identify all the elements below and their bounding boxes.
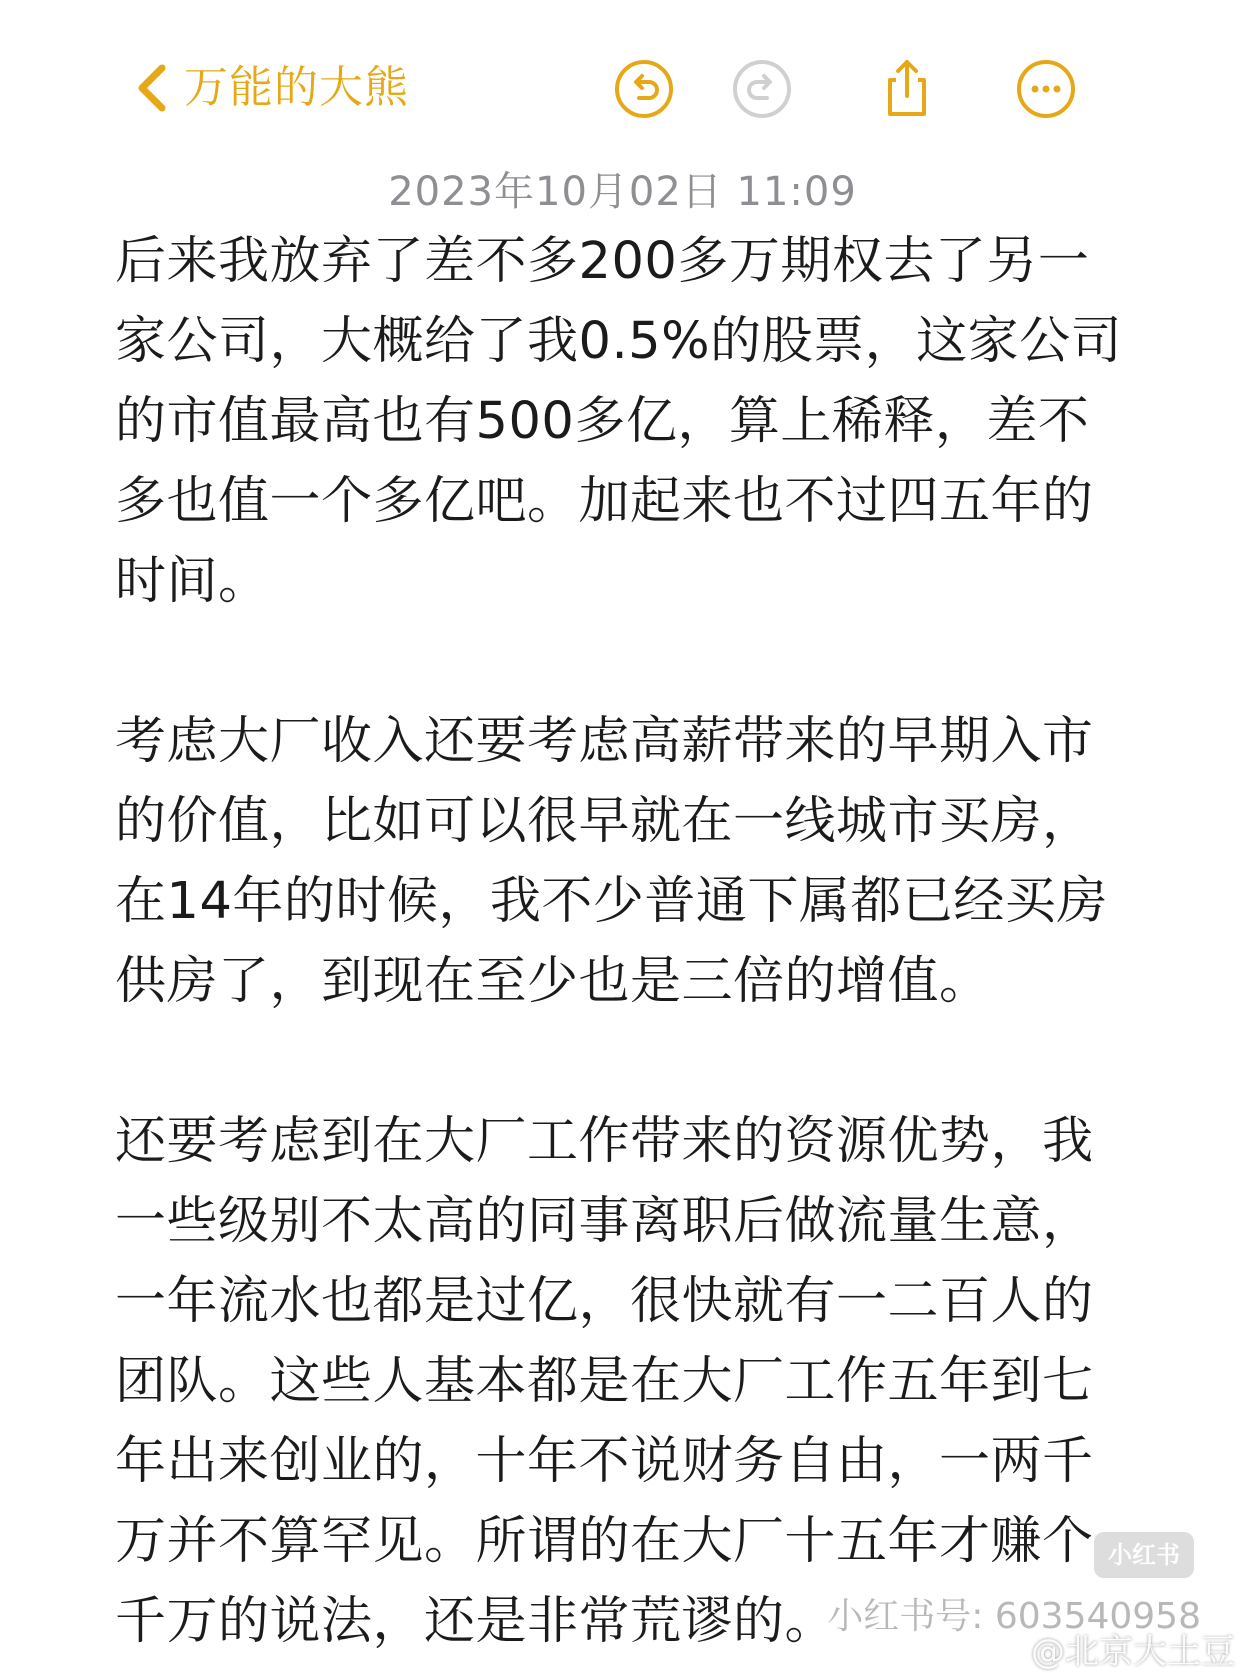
xiaohongshu-id-watermark: 小红书号: 603540958 — [827, 1596, 1201, 1637]
redo-icon[interactable] — [731, 58, 793, 120]
note-paragraph[interactable]: 考虑大厂收入还要考虑高薪带来的早期入市的价值，比如可以很早就在一线城市买房，在14年的时候，我不少普通下属都已经买房供房了，到现在至少也是三倍的增值。 — [115, 712, 1108, 1011]
more-icon[interactable] — [1015, 58, 1077, 120]
note-paragraph[interactable]: 后来我放弃了差不多200多万期权去了另一家公司，大概给了我0.5%的股票，这家公司的市值最高也有500多亿，算上稀释，差不多也值一个多亿吧。加起来也不过四五年的时间。 — [115, 232, 1123, 611]
chevron-left-icon — [130, 56, 174, 120]
share-icon[interactable] — [876, 58, 938, 120]
note-timestamp: 2023年10月02日 11:09 — [388, 169, 857, 215]
back-button[interactable] — [130, 56, 409, 120]
weibo-handle: @北京大土豆 — [1031, 1632, 1235, 1672]
nav-bar — [0, 0, 1245, 175]
back-label: 万能的大熊 — [184, 62, 409, 113]
note-body[interactable] — [115, 222, 1125, 1662]
note-paragraph[interactable]: 还要考虑到在大厂工作带来的资源优势，我一些级别不太高的同事离职后做流量生意，一年流水也都是过亿，很快就有一二百人的团队。这些人基本都是在大厂工作五年到七年出来创业的，十年不说财务自由，一两千万并不算罕见。所谓的在大厂十五年才赚个千万的说法，还是非常荒谬的。 — [115, 1112, 1094, 1651]
undo-icon[interactable] — [613, 58, 675, 120]
weibo-watermark — [987, 1624, 1235, 1673]
xiaohongshu-watermark-badge: 小红书 — [1094, 1532, 1194, 1578]
